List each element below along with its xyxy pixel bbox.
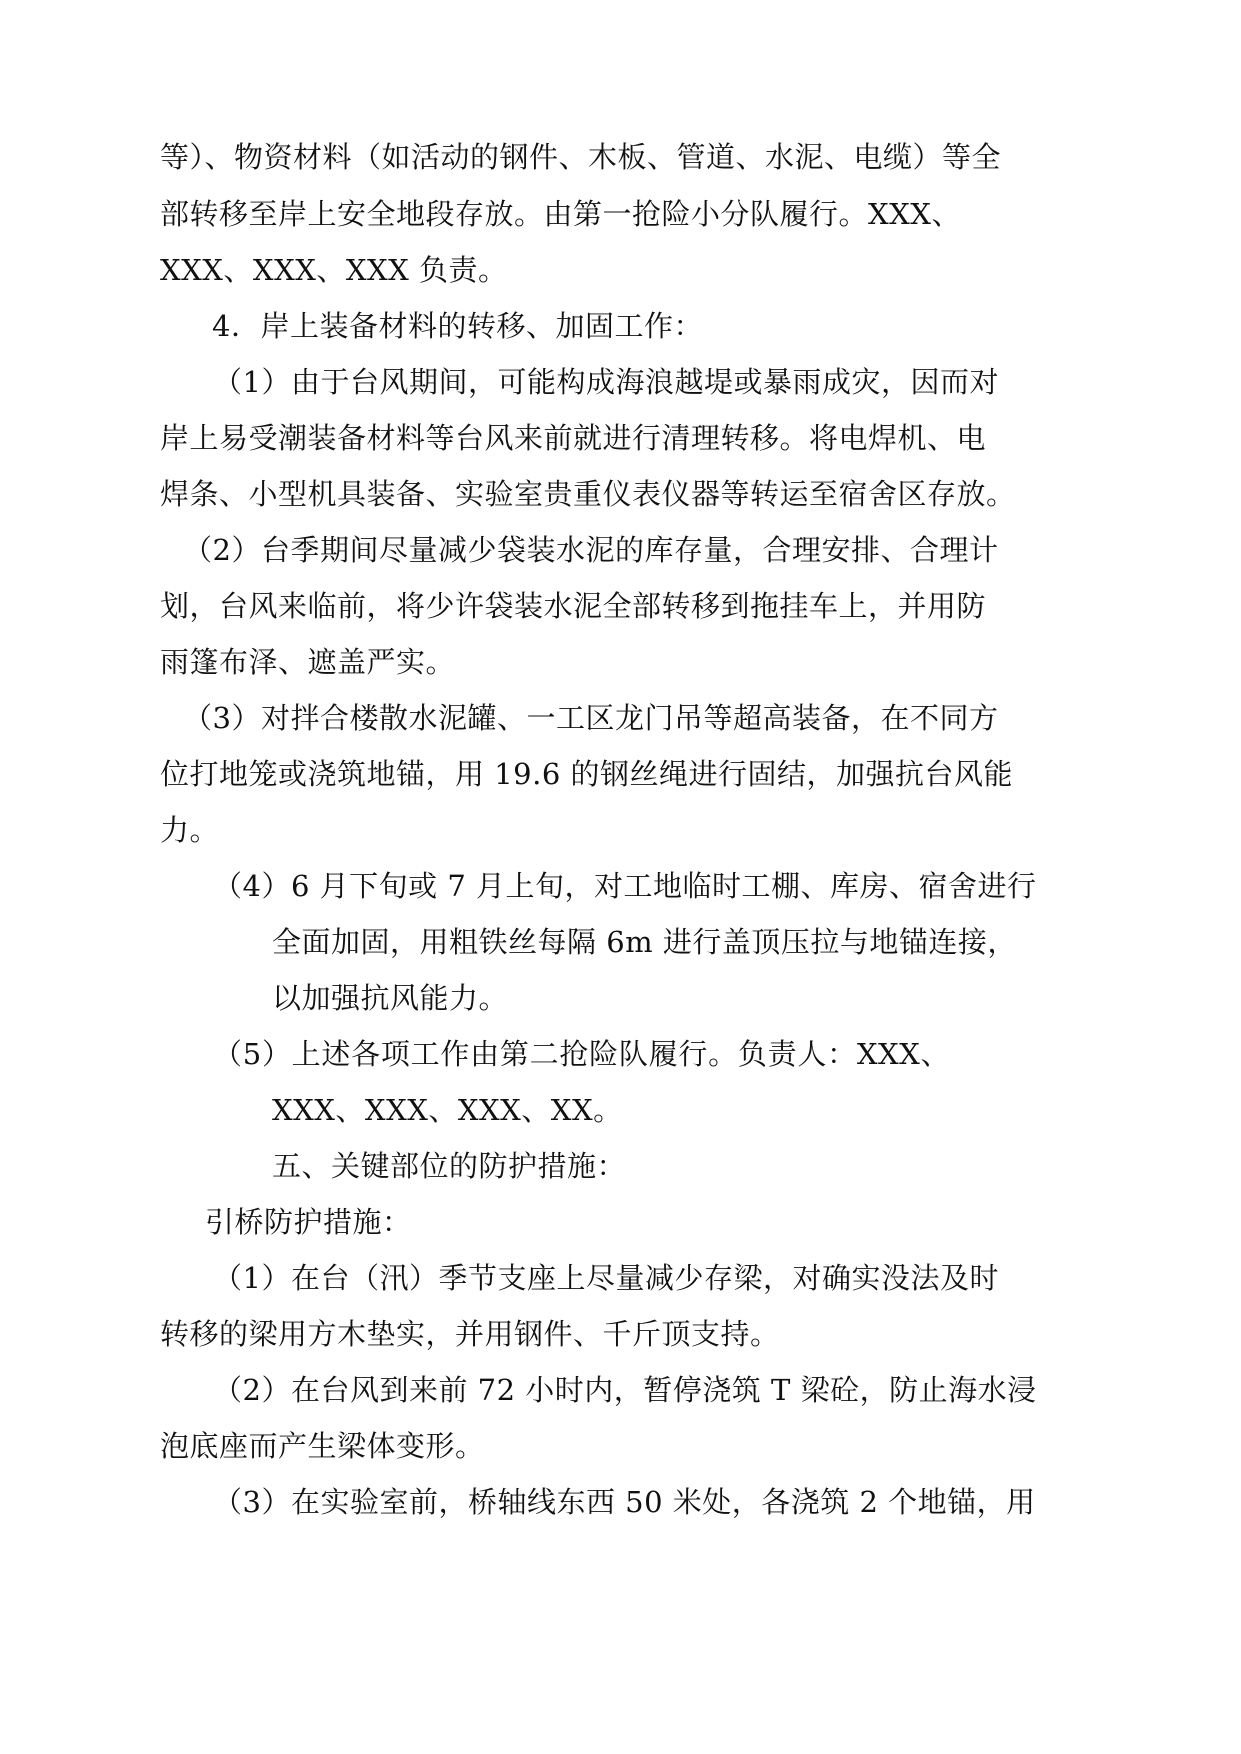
- text-line-15: 全面加固，用粗铁丝每隔 6m 进行盖顶压拉与地锚连接，: [272, 925, 1017, 959]
- text-line-24: 泡底座而产生梁体变形。: [160, 1429, 485, 1463]
- text-line-21: （1）在台（汛）季节支座上尽量减少存梁，对确实没法及时: [213, 1261, 999, 1295]
- text-line-5: （1）由于台风期间，可能构成海浪越堤或暴雨成灾，因而对: [213, 365, 999, 399]
- text-line-3: XXX、XXX、XXX 负责。: [160, 253, 508, 287]
- text-line-6: 岸上易受潮装备材料等台风来前就进行清理转移。将电焊机、电: [160, 421, 987, 455]
- text-line-23: （2）在台风到来前 72 小时内，暂停浇筑 T 梁砼，防止海水浸: [213, 1373, 1037, 1407]
- text-line-14: （4）6 月下旬或 7 月上旬，对工地临时工棚、库房、宿舍进行: [213, 869, 1037, 903]
- text-line-1: 等）、物资材料（如活动的钢件、木板、管道、水泥、电缆）等全: [160, 140, 1002, 174]
- text-line-13: 力。: [160, 813, 220, 847]
- section-heading-5: 五、关键部位的防护措施：: [272, 1149, 627, 1183]
- text-line-25: （3）在实验室前，桥轴线东西 50 米处，各浇筑 2 个地锚，用: [213, 1485, 1036, 1519]
- subsection-heading: 引桥防护措施：: [205, 1205, 412, 1239]
- text-line-18: XXX、XXX、XXX、XX。: [272, 1093, 623, 1127]
- text-line-12: 位打地笼或浇筑地锚，用 19.6 的钢丝绳进行固结，加强抗台风能: [160, 757, 1014, 791]
- text-line-22: 转移的梁用方木垫实，并用钢件、千斤顶支持。: [160, 1317, 780, 1351]
- text-line-7: 焊条、小型机具装备、实验室贵重仪表仪器等转运至宿舍区存放。: [160, 477, 1016, 511]
- text-line-8: （2）台季期间尽量减少袋装水泥的库存量，合理安排、合理计: [183, 533, 999, 567]
- section-heading-4: 4．岸上装备材料的转移、加固工作：: [212, 309, 703, 343]
- text-line-11: （3）对拌合楼散水泥罐、一工区龙门吊等超高装备，在不同方: [183, 701, 999, 735]
- text-line-10: 雨篷布泽、遮盖严实。: [160, 645, 456, 679]
- text-line-2: 部转移至岸上安全地段存放。由第一抢险小分队履行。XXX、: [160, 197, 961, 231]
- text-line-16: 以加强抗风能力。: [272, 981, 509, 1015]
- text-line-9: 划，台风来临前，将少许袋装水泥全部转移到拖挂车上，并用防: [160, 589, 987, 623]
- text-line-17: （5）上述各项工作由第二抢险队履行。负责人：XXX、: [213, 1037, 950, 1071]
